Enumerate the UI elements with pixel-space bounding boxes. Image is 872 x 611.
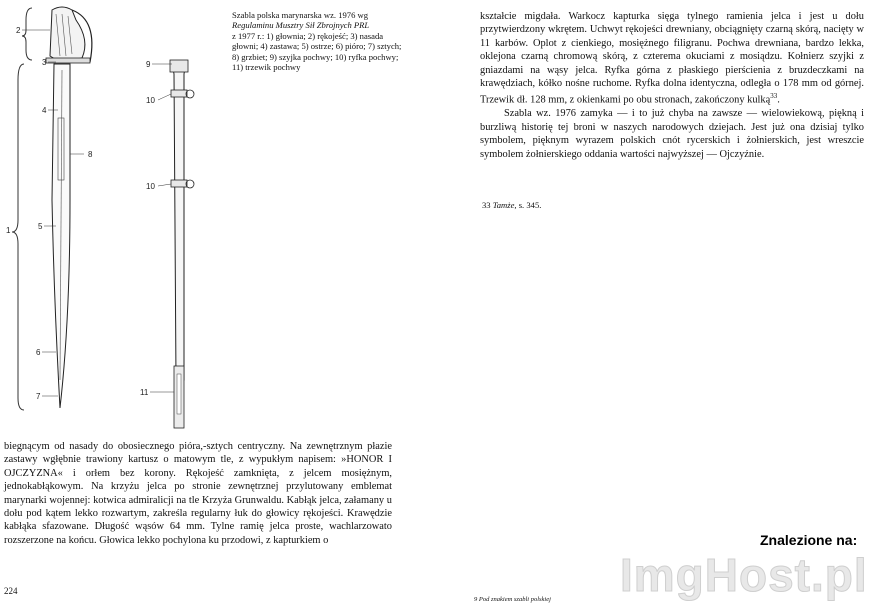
right-body-text xyxy=(480,10,864,161)
right-paragraph-2: Szabla wz. 1976 zamyka — i to już chyba na zawsze — wielowiekową, piękną i burzliwą historię tej broni w naszych narodowych dziejach. Jest już ona dzisiaj tylko symbolem, pięknym wyrazem polskich cnót rycerskich i żołnierskich, jest wreszcie symbolem żołnierskiego oddania wartości najwyższej — Ojczyźnie. xyxy=(480,108,864,160)
scabbard xyxy=(172,62,186,380)
label-4: 4 xyxy=(42,106,47,115)
page-number-left: 224 xyxy=(4,586,18,596)
watermark: ImgHost.pl xyxy=(620,549,868,601)
caption-legend: z 1977 r.: 1) głownia; 2) rękojeść; 3) nasada głowni; 4) zastawa; 5) ostrze; 6) pióro; 7) sztych; 8) grzbiet; 9) szyjka pochwy; 10) ryfka pochwy; 11) trzewik pochwy xyxy=(232,30,402,73)
figure-caption xyxy=(232,10,402,72)
scabbard-throat xyxy=(170,60,188,72)
caption-line1: Szabla polska marynarska wz. 1976 wg xyxy=(232,10,369,20)
bracket-blade xyxy=(12,64,24,410)
footnote xyxy=(482,200,541,210)
bracket-grip xyxy=(22,8,32,60)
label-6: 6 xyxy=(36,348,41,357)
label-10-lower: 10 xyxy=(146,182,155,191)
saber-hilt xyxy=(50,7,85,62)
right-paragraph-1: kształcie migdała. Warkocz kapturka sięga tylnego ramienia jelca i jest u dołu przytwierdzony wkrętem. Uchwyt rękojeści drewniany, obciągnięty czarną skórą, nacięty w 11 karbów. Oplot z cienkiego, mosiężnego filigranu. Pochwa drewniana, bardzo lekka, oklejona czarną chromową skórą, z czterema okuciami z mosiądzu. Kołnierz szyjki z gniazdami na wąsy jelca. Ryfka górna z płaskiego pierścienia z bruzdeczkami na krawędziach, kółko nośne ruchome. Ryfka dolna identyczna, odległa o 178 mm od górnej. Trzewik dł. 128 mm, z okienkami po obu stronach, zakończony kulką$^{33}$. xyxy=(480,11,864,106)
scabbard-lower-band xyxy=(171,180,187,187)
footnote-ref: 33 xyxy=(770,92,778,101)
label-11: 11 xyxy=(140,388,149,397)
label-5: 5 xyxy=(38,222,43,231)
footnote-number: 33 xyxy=(482,200,491,210)
left-body-text: biegnącym od nasady do obosiecznego pióra,-sztych centryczny. Na zewnętrznym płazie zastawy wgłębnie trawiony kartusz o matowym tle, z wypukłym napisem: »HONOR I OJCZYZNA« i orłem bez korony. Rękojeść zamknięta, z jelcem mosiężnym, jednokabłąkowym. Na krzyżu jelca po stronie zewnętrznej przylutowany emblemat marynarki wojennej: kotwica admiralicji na tle Krzyża Grunwaldu. Kabłąk jelca, załamany u dołu pod kątem lekko rozwartym, zakreśla regularny łuk do głowicy rękojeści. Krawędzie kabłąka sfazowane. Długość wąsów 64 mm. Tylne ramię jelca proste, wachlarzowato rozszerzone na końcu. Głowica lekko pochylona ku przodowi, z kapturkiem o xyxy=(4,441,392,546)
label-9: 9 xyxy=(146,60,151,69)
label-2: 2 xyxy=(16,26,21,35)
label-7: 7 xyxy=(36,392,41,401)
footnote-rest: , s. 345. xyxy=(514,200,542,210)
found-on-label: Znalezione na: xyxy=(760,532,858,548)
scabbard-upper-band xyxy=(171,90,187,97)
caption-source: Regulaminu Musztry Sił Zbrojnych PRL xyxy=(232,20,370,31)
running-footer: 9 Pod znakiem szabli polskiej xyxy=(474,596,551,603)
label-8: 8 xyxy=(88,150,93,159)
label-10-upper: 10 xyxy=(146,96,155,105)
label-3: 3 xyxy=(42,58,47,67)
label-1: 1 xyxy=(6,226,11,235)
footnote-italic: Tamże xyxy=(492,200,515,210)
